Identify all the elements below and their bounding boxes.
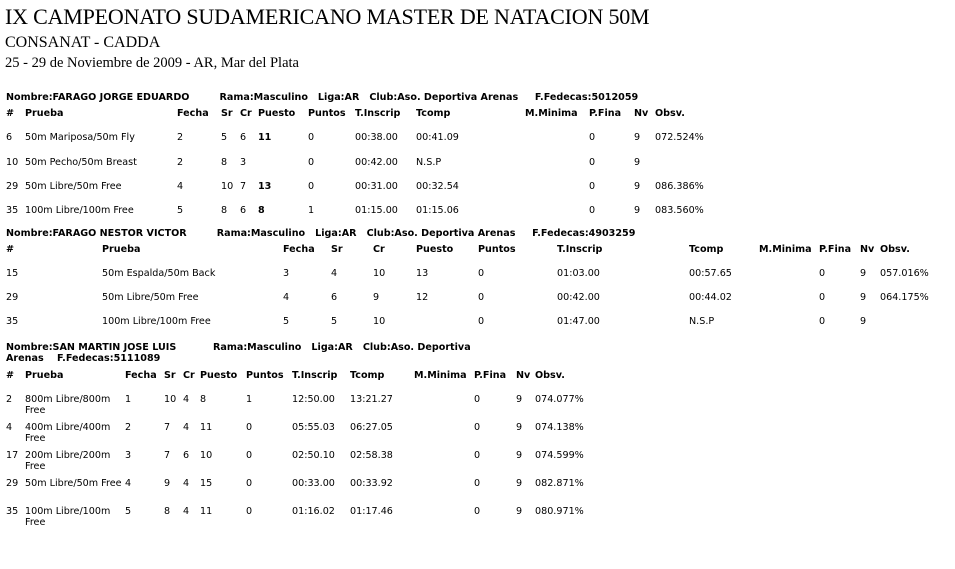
cell-cr: 6 xyxy=(183,450,190,461)
column-header-tinscrip: T.Inscrip xyxy=(292,370,338,381)
cell-fecha: 5 xyxy=(125,506,132,517)
cell-pfina: 0 xyxy=(474,506,481,517)
cell-puesto: 10 xyxy=(200,450,213,461)
cell-puesto: 13 xyxy=(416,268,429,279)
cell-num: 10 xyxy=(6,157,19,168)
cell-sr: 4 xyxy=(331,268,338,279)
cell-sr: 8 xyxy=(164,506,171,517)
cell-pfina: 0 xyxy=(819,316,826,327)
column-header-nv: Nv xyxy=(860,244,875,255)
cell-cr: 10 xyxy=(373,316,386,327)
cell-tcomp: N.S.P xyxy=(689,316,715,327)
cell-tinscrip: 05:55.03 xyxy=(292,422,335,433)
cell-obsv: 083.560% xyxy=(655,205,704,216)
cell-tinscrip: 02:50.10 xyxy=(292,450,335,461)
column-header-cr: Cr xyxy=(183,370,195,381)
cell-puntos: 0 xyxy=(246,506,253,517)
cell-nv: 9 xyxy=(634,132,641,143)
column-header-puntos: Puntos xyxy=(308,108,346,119)
cell-pfina: 0 xyxy=(589,205,596,216)
column-header-num: # xyxy=(6,244,15,255)
cell-cr: 10 xyxy=(373,268,386,279)
cell-nv: 9 xyxy=(516,478,523,489)
cell-pfina: 0 xyxy=(589,157,596,168)
column-header-nv: Nv xyxy=(516,370,531,381)
cell-puesto: 8 xyxy=(200,394,207,405)
cell-nv: 9 xyxy=(634,181,641,192)
cell-pfina: 0 xyxy=(819,292,826,303)
column-header-prueba: Prueba xyxy=(25,108,64,119)
cell-pfina: 0 xyxy=(474,422,481,433)
cell-tcomp: N.S.P xyxy=(416,157,442,168)
cell-puntos: 0 xyxy=(308,132,315,143)
column-header-mminima: M.Minima xyxy=(525,108,578,119)
cell-num: 29 xyxy=(6,478,19,489)
cell-nv: 9 xyxy=(860,316,867,327)
column-header-tcomp: Tcomp xyxy=(689,244,724,255)
column-header-fecha: Fecha xyxy=(125,370,157,381)
cell-prueba: 50m Libre/50m Free xyxy=(25,478,122,489)
cell-prueba: 100m Libre/100m Free xyxy=(102,316,211,327)
column-header-obsv: Obsv. xyxy=(880,244,910,255)
cell-obsv: 080.971% xyxy=(535,506,584,517)
cell-nv: 9 xyxy=(516,422,523,433)
cell-prueba: 50m Pecho/50m Breast xyxy=(25,157,137,168)
cell-cr: 4 xyxy=(183,478,190,489)
cell-num: 35 xyxy=(6,506,19,517)
cell-tcomp: 06:27.05 xyxy=(350,422,393,433)
cell-fecha: 4 xyxy=(125,478,132,489)
cell-pfina: 0 xyxy=(474,450,481,461)
cell-tinscrip: 00:42.00 xyxy=(557,292,600,303)
cell-cr: 4 xyxy=(183,422,190,433)
cell-num: 17 xyxy=(6,450,19,461)
cell-fecha: 5 xyxy=(283,316,290,327)
cell-num: 6 xyxy=(6,132,13,143)
cell-num: 4 xyxy=(6,422,13,433)
cell-puesto: 11 xyxy=(200,506,213,517)
cell-nv: 9 xyxy=(860,268,867,279)
cell-pfina: 0 xyxy=(589,132,596,143)
organization: CONSANAT - CADDA xyxy=(5,34,161,51)
cell-puntos: 0 xyxy=(246,478,253,489)
cell-num: 29 xyxy=(6,292,19,303)
cell-sr: 5 xyxy=(221,132,228,143)
cell-prueba: 400m Libre/400m Free xyxy=(25,422,111,444)
cell-puntos: 0 xyxy=(308,157,315,168)
column-header-pfina: P.Fina xyxy=(589,108,622,119)
cell-puesto: 11 xyxy=(258,132,272,143)
column-header-mminima: M.Minima xyxy=(759,244,812,255)
cell-fecha: 3 xyxy=(283,268,290,279)
cell-tcomp: 00:32.54 xyxy=(416,181,459,192)
cell-fecha: 2 xyxy=(125,422,132,433)
cell-puesto: 12 xyxy=(416,292,429,303)
cell-prueba: 100m Libre/100m Free xyxy=(25,506,111,528)
column-header-nv: Nv xyxy=(634,108,649,119)
cell-fecha: 1 xyxy=(125,394,132,405)
cell-tinscrip: 00:33.00 xyxy=(292,478,335,489)
cell-sr: 7 xyxy=(164,450,171,461)
column-header-fecha: Fecha xyxy=(283,244,315,255)
cell-tinscrip: 01:47.00 xyxy=(557,316,600,327)
cell-fecha: 3 xyxy=(125,450,132,461)
cell-obsv: 074.077% xyxy=(535,394,584,405)
column-header-puesto: Puesto xyxy=(258,108,296,119)
cell-obsv: 057.016% xyxy=(880,268,929,279)
cell-tcomp: 01:15.06 xyxy=(416,205,459,216)
cell-pfina: 0 xyxy=(589,181,596,192)
cell-prueba: 50m Libre/50m Free xyxy=(25,181,122,192)
cell-obsv: 082.871% xyxy=(535,478,584,489)
cell-tinscrip: 01:15.00 xyxy=(355,205,398,216)
column-header-puesto: Puesto xyxy=(200,370,238,381)
cell-puntos: 1 xyxy=(246,394,253,405)
cell-nv: 9 xyxy=(860,292,867,303)
cell-puntos: 0 xyxy=(478,292,485,303)
cell-sr: 5 xyxy=(331,316,338,327)
cell-puntos: 0 xyxy=(478,316,485,327)
page-title: IX CAMPEONATO SUDAMERICANO MASTER DE NATACION 50M xyxy=(5,4,650,29)
cell-tinscrip: 12:50.00 xyxy=(292,394,335,405)
cell-tcomp: 01:17.46 xyxy=(350,506,393,517)
column-header-pfina: P.Fina xyxy=(819,244,852,255)
cell-nv: 9 xyxy=(516,506,523,517)
cell-prueba: 100m Libre/100m Free xyxy=(25,205,134,216)
cell-tinscrip: 00:38.00 xyxy=(355,132,398,143)
cell-nv: 9 xyxy=(516,450,523,461)
column-header-num: # xyxy=(6,370,15,381)
column-header-sr: Sr xyxy=(221,108,233,119)
athlete-info-continued: Arenas F.Fedecas:5111089 xyxy=(6,353,161,364)
cell-sr: 7 xyxy=(164,422,171,433)
cell-tinscrip: 00:31.00 xyxy=(355,181,398,192)
column-header-prueba: Prueba xyxy=(25,370,64,381)
column-header-prueba: Prueba xyxy=(102,244,141,255)
cell-tinscrip: 01:03.00 xyxy=(557,268,600,279)
cell-pfina: 0 xyxy=(819,268,826,279)
cell-cr: 6 xyxy=(240,205,247,216)
cell-sr: 8 xyxy=(221,157,228,168)
cell-fecha: 2 xyxy=(177,132,184,143)
column-header-pfina: P.Fina xyxy=(474,370,507,381)
cell-sr: 6 xyxy=(331,292,338,303)
cell-prueba: 200m Libre/200m Free xyxy=(25,450,111,472)
athlete-info: Nombre:SAN MARTIN JOSE LUIS Rama:Masculino Liga:AR Club:Aso. Deportiva xyxy=(6,342,471,353)
column-header-obsv: Obsv. xyxy=(535,370,565,381)
cell-fecha: 4 xyxy=(177,181,184,192)
cell-puesto: 8 xyxy=(258,205,265,216)
cell-cr: 9 xyxy=(373,292,380,303)
cell-nv: 9 xyxy=(634,205,641,216)
cell-pfina: 0 xyxy=(474,478,481,489)
column-header-puesto: Puesto xyxy=(416,244,454,255)
cell-cr: 4 xyxy=(183,394,190,405)
column-header-tcomp: Tcomp xyxy=(350,370,385,381)
cell-prueba: 50m Mariposa/50m Fly xyxy=(25,132,135,143)
athlete-info: Nombre:FARAGO JORGE EDUARDO Rama:Masculino Liga:AR Club:Aso. Deportiva Arenas F.Fedecas:5012059 xyxy=(6,92,639,103)
cell-puntos: 0 xyxy=(246,422,253,433)
cell-puntos: 0 xyxy=(478,268,485,279)
cell-sr: 10 xyxy=(164,394,177,405)
cell-obsv: 072.524% xyxy=(655,132,704,143)
cell-puesto: 15 xyxy=(200,478,213,489)
cell-puesto: 13 xyxy=(258,181,272,192)
column-header-puntos: Puntos xyxy=(246,370,284,381)
cell-puntos: 0 xyxy=(308,181,315,192)
cell-tcomp: 13:21.27 xyxy=(350,394,393,405)
cell-prueba: 50m Libre/50m Free xyxy=(102,292,199,303)
cell-pfina: 0 xyxy=(474,394,481,405)
cell-tcomp: 00:33.92 xyxy=(350,478,393,489)
cell-nv: 9 xyxy=(516,394,523,405)
column-header-obsv: Obsv. xyxy=(655,108,685,119)
cell-cr: 6 xyxy=(240,132,247,143)
cell-num: 35 xyxy=(6,205,19,216)
cell-cr: 3 xyxy=(240,157,247,168)
cell-obsv: 064.175% xyxy=(880,292,929,303)
cell-num: 29 xyxy=(6,181,19,192)
cell-cr: 4 xyxy=(183,506,190,517)
column-header-tinscrip: T.Inscrip xyxy=(355,108,401,119)
event-dates: 25 - 29 de Noviembre de 2009 - AR, Mar del Plata xyxy=(5,55,299,71)
cell-sr: 10 xyxy=(221,181,234,192)
column-header-fecha: Fecha xyxy=(177,108,209,119)
column-header-tinscrip: T.Inscrip xyxy=(557,244,603,255)
column-header-sr: Sr xyxy=(164,370,176,381)
cell-sr: 8 xyxy=(221,205,228,216)
athlete-info: Nombre:FARAGO NESTOR VICTOR Rama:Masculino Liga:AR Club:Aso. Deportiva Arenas F.Fedecas:4903259 xyxy=(6,228,636,239)
cell-tinscrip: 00:42.00 xyxy=(355,157,398,168)
cell-tinscrip: 01:16.02 xyxy=(292,506,335,517)
column-header-num: # xyxy=(6,108,15,119)
cell-obsv: 074.138% xyxy=(535,422,584,433)
cell-obsv: 086.386% xyxy=(655,181,704,192)
cell-tcomp: 02:58.38 xyxy=(350,450,393,461)
cell-tcomp: 00:41.09 xyxy=(416,132,459,143)
cell-num: 2 xyxy=(6,394,13,405)
cell-puntos: 1 xyxy=(308,205,315,216)
cell-num: 35 xyxy=(6,316,19,327)
cell-fecha: 2 xyxy=(177,157,184,168)
column-header-mminima: M.Minima xyxy=(414,370,467,381)
column-header-tcomp: Tcomp xyxy=(416,108,451,119)
cell-tcomp: 00:57.65 xyxy=(689,268,732,279)
cell-puntos: 0 xyxy=(246,450,253,461)
cell-cr: 7 xyxy=(240,181,247,192)
cell-obsv: 074.599% xyxy=(535,450,584,461)
column-header-cr: Cr xyxy=(373,244,385,255)
cell-fecha: 4 xyxy=(283,292,290,303)
cell-prueba: 50m Espalda/50m Back xyxy=(102,268,216,279)
column-header-cr: Cr xyxy=(240,108,252,119)
cell-nv: 9 xyxy=(634,157,641,168)
cell-puesto: 11 xyxy=(200,422,213,433)
column-header-puntos: Puntos xyxy=(478,244,516,255)
cell-sr: 9 xyxy=(164,478,171,489)
column-header-sr: Sr xyxy=(331,244,343,255)
cell-prueba: 800m Libre/800m Free xyxy=(25,394,111,416)
cell-num: 15 xyxy=(6,268,19,279)
cell-tcomp: 00:44.02 xyxy=(689,292,732,303)
cell-fecha: 5 xyxy=(177,205,184,216)
